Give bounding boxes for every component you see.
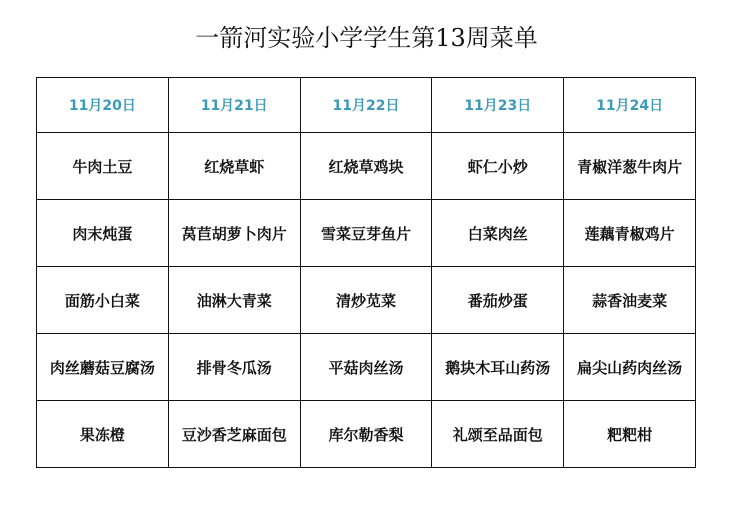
dish-cell: 红烧草虾	[168, 133, 300, 200]
menu-table	[36, 77, 696, 468]
table-row	[37, 334, 696, 401]
dish-cell: 肉丝蘑菇豆腐汤	[37, 334, 169, 401]
dish-cell: 雪菜豆芽鱼片	[300, 200, 432, 267]
dish-cell: 面筋小白菜	[37, 267, 169, 334]
dish-cell: 红烧草鸡块	[300, 133, 432, 200]
dish-cell: 鹅块木耳山药汤	[432, 334, 564, 401]
date-header: 11月20日	[37, 78, 169, 133]
date-header: 11月24日	[564, 78, 696, 133]
dish-cell: 油淋大青菜	[168, 267, 300, 334]
date-header: 11月23日	[432, 78, 564, 133]
table-row	[37, 200, 696, 267]
dish-cell: 果冻橙	[37, 401, 169, 468]
dish-cell: 清炒苋菜	[300, 267, 432, 334]
table-row	[37, 401, 696, 468]
dish-cell: 礼颂至品面包	[432, 401, 564, 468]
table-row	[37, 133, 696, 200]
dish-cell: 排骨冬瓜汤	[168, 334, 300, 401]
dish-cell: 青椒洋葱牛肉片	[564, 133, 696, 200]
dish-cell: 莴苣胡萝卜肉片	[168, 200, 300, 267]
date-header: 11月22日	[300, 78, 432, 133]
page-title: 一箭河实验小学学生第13周菜单	[195, 24, 538, 52]
date-header: 11月21日	[168, 78, 300, 133]
table-row	[37, 267, 696, 334]
dish-cell: 番茄炒蛋	[432, 267, 564, 334]
dish-cell: 豆沙香芝麻面包	[168, 401, 300, 468]
dish-cell: 平菇肉丝汤	[300, 334, 432, 401]
dish-cell: 白菜肉丝	[432, 200, 564, 267]
dish-cell: 粑粑柑	[564, 401, 696, 468]
dish-cell: 库尔勒香梨	[300, 401, 432, 468]
header-row	[37, 78, 696, 133]
dish-cell: 牛肉土豆	[37, 133, 169, 200]
dish-cell: 肉末炖蛋	[37, 200, 169, 267]
dish-cell: 蒜香油麦菜	[564, 267, 696, 334]
dish-cell: 扁尖山药肉丝汤	[564, 334, 696, 401]
dish-cell: 虾仁小炒	[432, 133, 564, 200]
dish-cell: 莲藕青椒鸡片	[564, 200, 696, 267]
